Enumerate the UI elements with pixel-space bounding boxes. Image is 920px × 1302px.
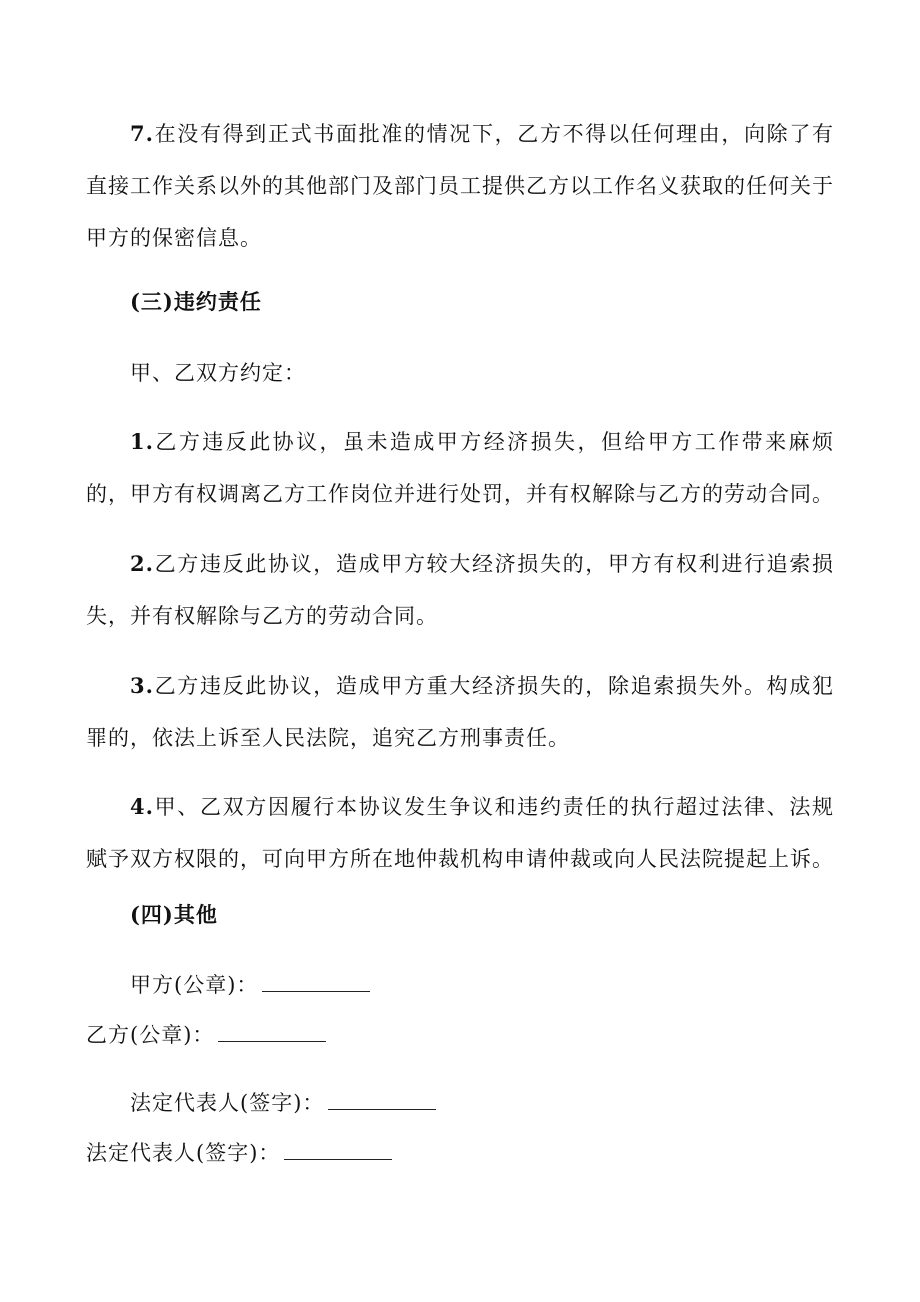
party-a-seal-label: 甲方(公章)：	[130, 973, 259, 997]
item-1-number: 1.	[130, 429, 154, 454]
party-b-seal-line	[86, 1020, 326, 1050]
item-3-text: 乙方违反此协议，造成甲方重大经济损失的，除追索损失外。构成犯罪的，依法上诉至人民法院，追究乙方刑事责任。	[86, 674, 834, 750]
rep-b-signature-line	[86, 1138, 392, 1168]
rep-a-signature-blank	[328, 1091, 436, 1110]
section-4-heading: (四)其他	[130, 902, 218, 927]
item-2-text: 乙方违反此协议，造成甲方较大经济损失的，甲方有权利进行追索损失，并有权解除与乙方的劳动合同。	[86, 552, 834, 628]
party-b-seal-blank	[218, 1023, 326, 1042]
item-4-text: 甲、乙双方因履行本协议发生争议和违约责任的执行超过法律、法规赋予双方权限的，可向甲方所在地仲裁机构申请仲裁或向人民法院提起上诉。	[86, 795, 834, 871]
clause-7	[86, 108, 834, 264]
clause-7-text: 在没有得到正式书面批准的情况下，乙方不得以任何理由，向除了有直接工作关系以外的其他部门及部门员工提供乙方以工作名义获取的任何关于甲方的保密信息。	[86, 122, 834, 250]
rep-b-signature-label: 法定代表人(签字)：	[86, 1141, 281, 1165]
item-1-text: 乙方违反此协议，虽未造成甲方经济损失，但给甲方工作带来麻烦的，甲方有权调离乙方工作岗位并进行处罚，并有权解除与乙方的劳动合同。	[86, 430, 834, 506]
party-b-seal-label: 乙方(公章)：	[86, 1023, 215, 1047]
liability-item-3	[86, 660, 834, 764]
liability-item-2	[86, 538, 834, 642]
party-a-seal-line	[130, 970, 370, 1000]
item-2-number: 2.	[130, 551, 154, 576]
liability-item-4	[86, 781, 834, 885]
liability-item-1	[86, 416, 834, 520]
agreement-intro: 甲、乙双方约定：	[130, 361, 306, 385]
rep-a-signature-line	[130, 1088, 436, 1118]
rep-b-signature-blank	[284, 1141, 392, 1160]
rep-a-signature-label: 法定代表人(签字)：	[130, 1091, 325, 1115]
party-a-seal-blank	[262, 973, 370, 992]
clause-7-number: 7.	[130, 121, 154, 146]
section-3-heading: (三)违约责任	[130, 289, 262, 314]
item-3-number: 3.	[130, 673, 154, 698]
item-4-number: 4.	[130, 794, 154, 819]
